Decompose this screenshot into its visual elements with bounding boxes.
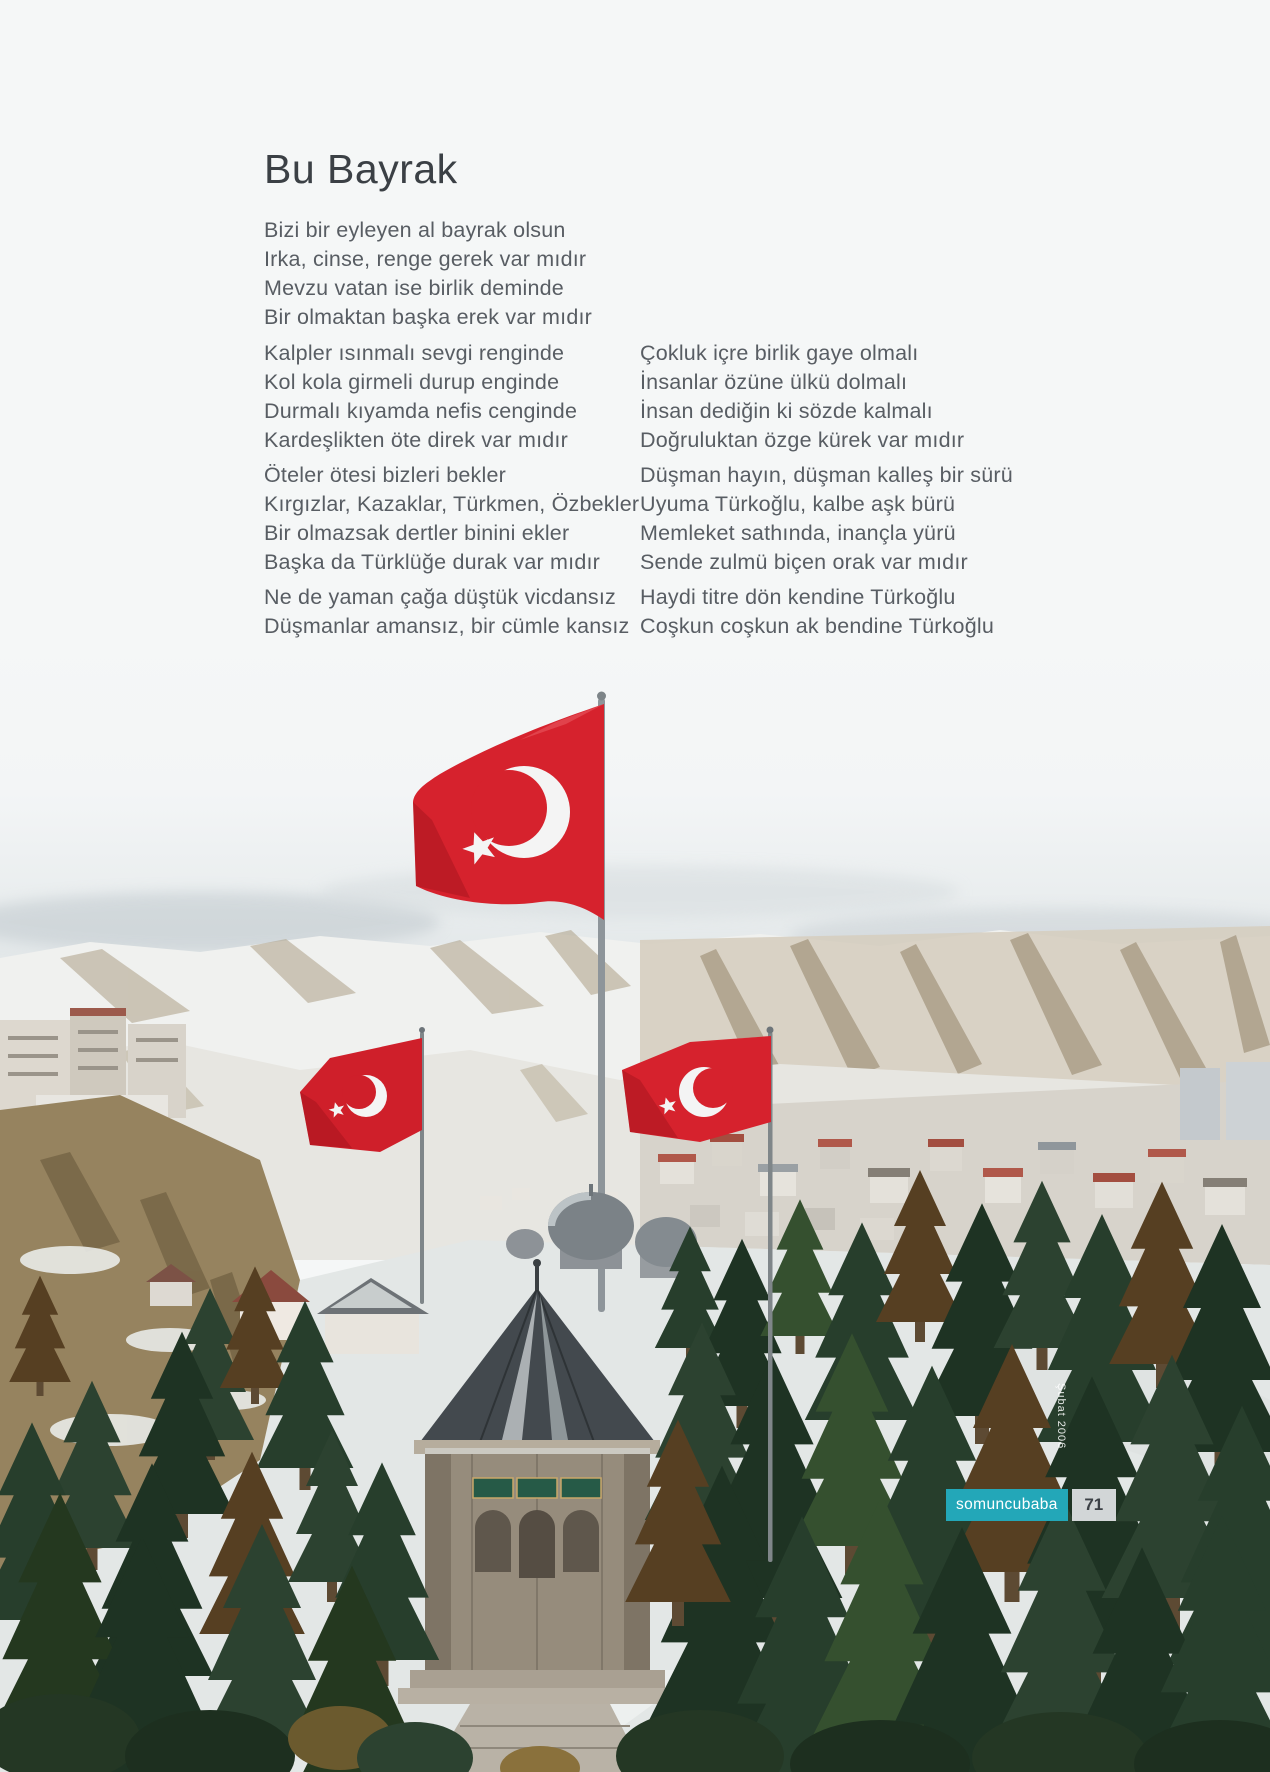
page-title: Bu Bayrak [264,146,458,192]
sky [0,640,1270,980]
poem-line: Düşman hayın, düşman kalleş bir sürü [640,463,1013,487]
stanza-2 [264,339,684,455]
poem-line: Ne de yaman çağa düştük vicdansız [264,585,616,609]
poem-line: Çokluk içre birlik gaye olmalı [640,341,919,365]
poem-line: İnsan dediğin ki sözde kalmalı [640,399,933,423]
poem-line: Memleket sathında, inançla yürü [640,521,956,545]
poem-line: Kırgızlar, Kazaklar, Türkmen, Özbekler [264,492,640,516]
poem-line: Haydi titre dön kendine Türkoğlu [640,585,956,609]
poem-line: Düşmanlar amansız, bir cümle kansız [264,614,630,638]
footer-badge [946,1489,1116,1521]
poem-line: Bizi bir eyleyen al bayrak olsun [264,218,566,242]
stanza-1 [264,216,684,332]
poem-line: Uyuma Türkoğlu, kalbe aşk bürü [640,492,956,516]
stanza-5 [640,339,1060,455]
stanza-6 [640,461,1060,577]
poem-line: Doğruluktan özge kürek var mıdır [640,428,965,452]
landscape-photo [0,640,1270,1772]
pole-finial [597,692,606,701]
poem-line: Kardeşlikten öte direk var mıdır [264,428,568,452]
issue-date-vertical: Şubat 2006 [1055,1383,1067,1450]
poem-line: Bir olmazsak dertler binini ekler [264,521,570,545]
poem-line: Sende zulmü biçen orak var mıdır [640,550,968,574]
poem-line: Kol kola girmeli durup enginde [264,370,560,394]
poem-line: Coşkun coşkun ak bendine Türkoğlu [640,614,995,638]
poem-line: Başka da Türklüğe durak var mıdır [264,550,601,574]
poem-line: Irka, cinse, renge gerek var mıdır [264,247,587,271]
poem-line: Öteler ötesi bizleri bekler [264,463,506,487]
page-number: 71 [1072,1489,1116,1521]
magazine-logo: somuncubaba [946,1489,1068,1521]
poem-line: Durmalı kıyamda nefis cenginde [264,399,578,423]
poem-line: Mevzu vatan ise birlik deminde [264,276,564,300]
stanza-3 [264,461,684,577]
poem-line: Bir olmaktan başka erek var mıdır [264,305,593,329]
poem-line: İnsanlar özüne ülkü dolmalı [640,370,908,394]
poem-line: Kalpler ısınmalı sevgi renginde [264,341,565,365]
